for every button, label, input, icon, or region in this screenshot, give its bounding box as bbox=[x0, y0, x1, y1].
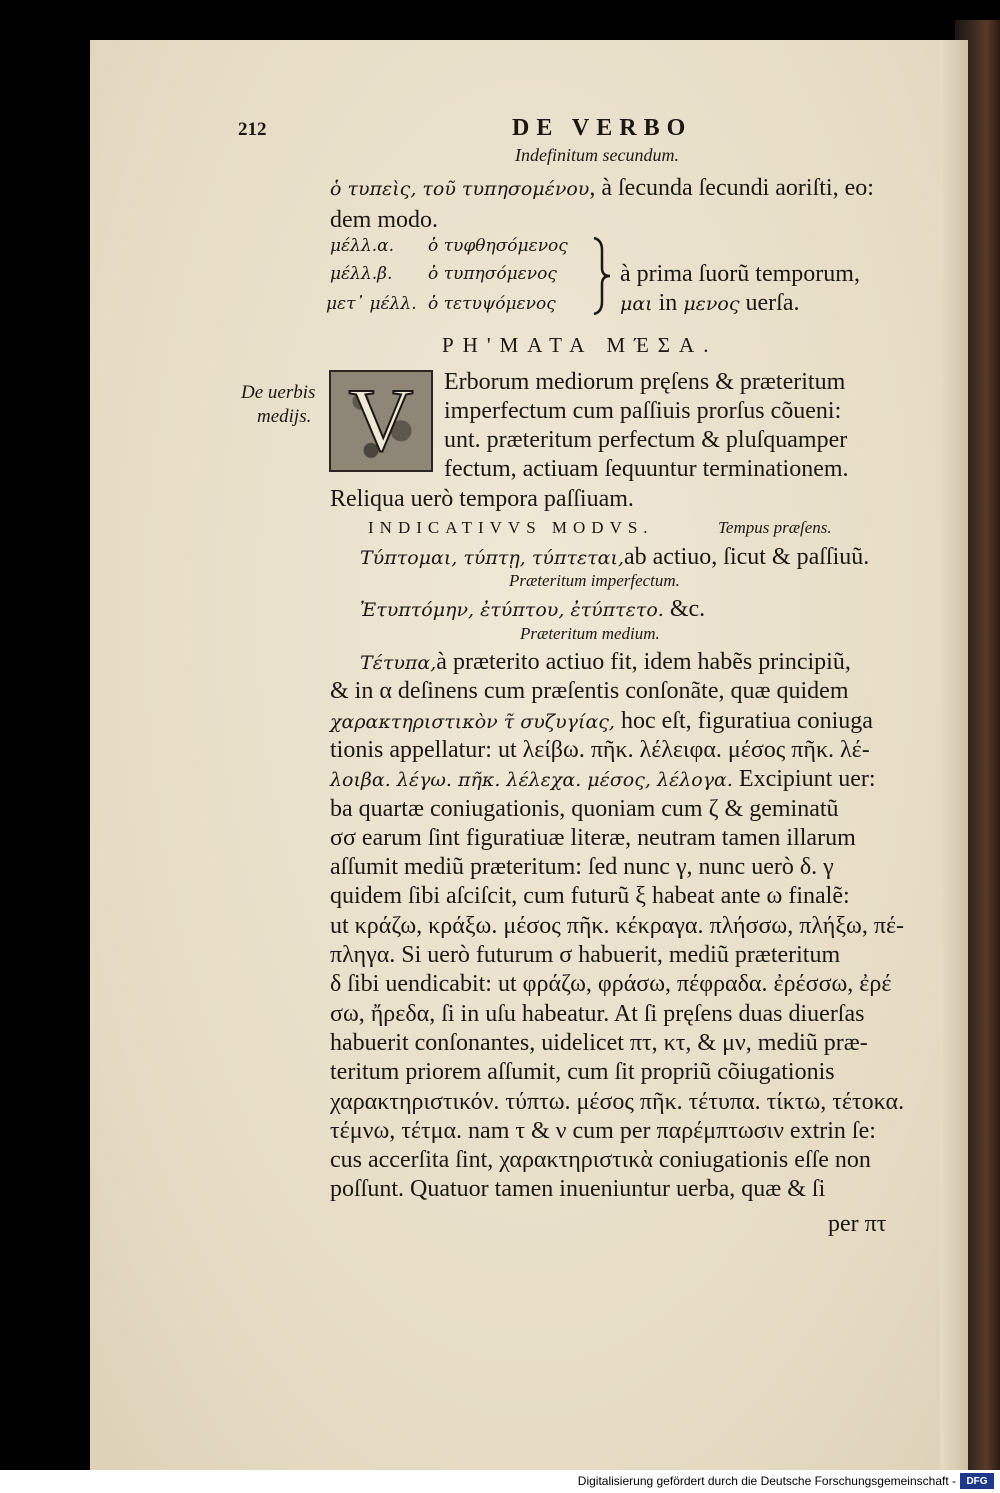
latin-text: quidem ſibi aſciſcit, cum futurũ ξ habeat ante ω finalẽ: bbox=[330, 883, 850, 909]
greek-text: χαρακτηριστικὸν τ̃ συζυγίας, bbox=[330, 711, 615, 733]
latin-text: τέμνω, τέτμα. nam τ & ν cum per παρέμπτωσιν extrin ſe: bbox=[330, 1118, 876, 1144]
text-line-2: dem modo. bbox=[330, 207, 438, 233]
subheading-medium: Præteritum medium. bbox=[520, 624, 660, 643]
future-row-greek: ὁ τετυψόμενος bbox=[428, 294, 556, 314]
paragraph-line bbox=[330, 797, 839, 821]
paragraph-line: Reliqua uerò tempora paſſiuam. bbox=[330, 486, 634, 512]
latin-text: à præterito actiuo fit, idem habẽs principiũ, bbox=[436, 649, 851, 675]
present-forms bbox=[360, 545, 869, 569]
page-number: 212 bbox=[238, 119, 267, 140]
paragraph-line bbox=[330, 1119, 876, 1143]
latin-text: poſſunt. Quatuor tamen inueniuntur uerba, quæ & ſi bbox=[330, 1176, 826, 1202]
brace-text-2 bbox=[620, 291, 799, 315]
page-edge bbox=[940, 40, 968, 1470]
subheading-imperfect: Præteritum imperfectum. bbox=[509, 571, 680, 590]
latin-text: teritum priorem aſſumit, cum ſit propriũ cõiugationis bbox=[330, 1059, 835, 1085]
latin-text: δ ſibi uendicabit: ut φράζω, φράσω, πέφραδα. ἐρέσσω, ἐρέ bbox=[330, 971, 892, 997]
greek-text: μενος bbox=[683, 293, 740, 315]
latin-text: hoc eſt, figuratiua coniuga bbox=[614, 708, 873, 734]
latin-text: σσ earum ſint figuratiuæ literæ, neutram tamen illarum bbox=[330, 825, 856, 851]
latin-text: , à ſecunda ſecundi aoriſti, eo: bbox=[589, 175, 874, 201]
paragraph-line bbox=[330, 679, 849, 703]
margin-note: De uerbis bbox=[241, 382, 316, 403]
paragraph-line bbox=[330, 826, 856, 850]
paragraph-line bbox=[330, 709, 873, 733]
tempus-label: Tempus præſens. bbox=[718, 518, 832, 537]
latin-text: ut κράζω, κράξω. μέσος πῆκ. κέκραγα. πλήσσω, πλήξω, πέ- bbox=[330, 913, 905, 939]
latin-text: uerſa. bbox=[739, 290, 800, 316]
greek-text: ὁ τυπεὶς, τοῦ τυπησομένου bbox=[330, 178, 590, 200]
funding-credit: Digitalisierung gefördert durch die Deutsche Forschungsgemeinschaft - bbox=[577, 1474, 956, 1488]
text-line-1 bbox=[330, 176, 874, 200]
paragraph-line bbox=[330, 972, 891, 996]
latin-text: &c. bbox=[663, 596, 706, 622]
section-title: ΡΗ'ΜΑΤΑ ΜΈΣΑ. bbox=[442, 333, 718, 357]
curly-brace-icon bbox=[590, 236, 612, 316]
dfg-logo: DFG bbox=[960, 1473, 994, 1489]
future-row-abbr: μέλλ.α. bbox=[330, 236, 395, 256]
greek-text: Τύπτομαι, τύπτῃ, τύπτεται, bbox=[360, 547, 624, 569]
indicativus-heading: INDICATIVVS MODVS. bbox=[368, 518, 654, 537]
paragraph-line: fectum, actiuam ſequuntur terminationem. bbox=[444, 456, 849, 482]
paragraph-line: unt. præteritum perfectum & pluſquamper bbox=[444, 427, 848, 453]
margin-note: medijs. bbox=[257, 406, 312, 427]
greek-text: μαι bbox=[620, 293, 653, 315]
latin-text: & in α deſinens cum præſentis conſonãte, quæ quidem bbox=[330, 678, 849, 704]
paragraph-line bbox=[330, 1002, 864, 1026]
latin-text: ba quartæ coniugationis, quoniam cum ζ & geminatũ bbox=[330, 796, 839, 822]
latin-text: Excipiunt uer: bbox=[732, 766, 876, 792]
latin-text: χαρακτηριστικόν. τύπτω. μέσος πῆκ. τέτυπα. τίκτω, τέτοκα. bbox=[330, 1089, 905, 1115]
footer-bar bbox=[0, 1470, 1000, 1493]
paragraph-line bbox=[330, 1177, 825, 1201]
paragraph-line bbox=[330, 767, 876, 791]
greek-text: Τέτυπα, bbox=[360, 652, 437, 674]
latin-text: habuerit conſonantes, uidelicet πτ, κτ, & μν, mediũ præ- bbox=[330, 1030, 868, 1056]
catchword: per πτ bbox=[828, 1211, 887, 1237]
future-row-abbr: μετ᾽ μέλλ. bbox=[326, 294, 417, 314]
paragraph-line: Erborum mediorum pręſens & præteritum bbox=[444, 369, 846, 395]
future-row-greek: ὁ τυπησόμενος bbox=[428, 264, 557, 284]
brace-text-1: à prima ſuorũ temporum, bbox=[620, 261, 860, 287]
paragraph-line bbox=[330, 1060, 835, 1084]
paragraph-line bbox=[330, 855, 834, 879]
future-row-abbr: μέλλ.β. bbox=[330, 264, 393, 284]
paragraph-line bbox=[330, 1090, 904, 1114]
paragraph-line bbox=[330, 914, 904, 938]
paragraph-line bbox=[330, 943, 840, 967]
greek-text: λοιβα. λέγω. πῆκ. λέλεχα. μέσος, λέλογα. bbox=[330, 769, 733, 791]
paragraph-line: imperfectum cum paſſiuis prorſus cõueni: bbox=[444, 398, 842, 424]
latin-text: aſſumit mediũ præteritum: ſed nunc γ, nunc uerò δ. γ bbox=[330, 854, 834, 880]
latin-text: in bbox=[652, 290, 684, 316]
paragraph-line bbox=[330, 1031, 868, 1055]
paragraph-line bbox=[360, 650, 851, 674]
running-head: DE VERBO bbox=[512, 115, 693, 141]
paragraph-line bbox=[330, 1148, 871, 1172]
latin-text: cus accerſita ſint, χαρακτηριστικὰ coniugationis eſſe non bbox=[330, 1147, 871, 1173]
paragraph-line bbox=[330, 884, 850, 908]
decorated-initial bbox=[329, 370, 433, 472]
latin-text: πληγα. Si uerò futurum σ habuerit, mediũ præteritum bbox=[330, 942, 841, 968]
subheading-indefinitum: Indefinitum secundum. bbox=[515, 145, 679, 165]
future-row-greek: ὁ τυφθησόμενος bbox=[428, 236, 568, 256]
greek-text: Ἐτυπτόμην, ἐτύπτου, ἐτύπτετο. bbox=[360, 599, 664, 621]
latin-text: ab actiuo, ſicut & paſſiuũ. bbox=[623, 544, 870, 570]
latin-text: tionis appellatur: ut λείβω. πῆκ. λέλειφα. μέσος πῆκ. λέ- bbox=[330, 737, 870, 763]
dropcap-letter: V bbox=[348, 371, 414, 470]
paragraph-line bbox=[330, 738, 870, 762]
imperfect-forms bbox=[360, 597, 705, 621]
latin-text: σω, ἤρεδα, ſi in uſu habeatur. At ſi pręſens duas diuerſas bbox=[330, 1001, 865, 1027]
